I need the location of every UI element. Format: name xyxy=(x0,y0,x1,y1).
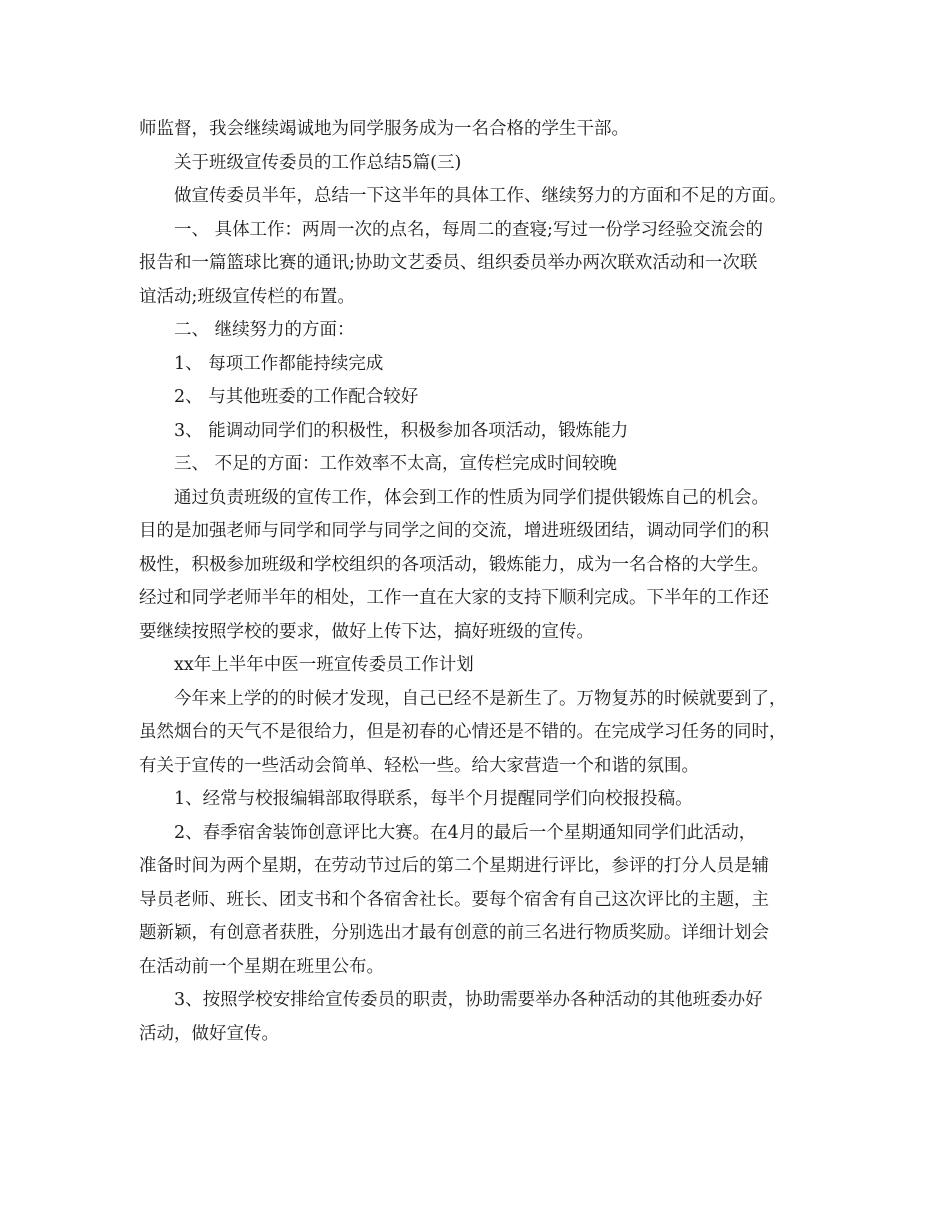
text-line: 活动，做好宣传。 xyxy=(139,1023,279,1044)
text-line: 今年来上学的的时候才发现，自己已经不是新生了。万物复苏的时候就要到了， xyxy=(174,688,787,709)
text-line: 在活动前一个星期在班里公布。 xyxy=(139,956,384,977)
text-line: 导员老师、班长、团支书和个各宿舍社长。要每个宿舍有自己这次评比的主题，主 xyxy=(139,889,769,910)
text-line: 准备时间为两个星期，在劳动节过后的第二个星期进行评比，参评的打分人员是辅 xyxy=(139,856,769,876)
section-title: xx年上半年中医一班宣传委员工作计划 xyxy=(174,655,474,675)
list-item: 2、春季宿舍装饰创意评比大赛。在4月的最后一个星期通知同学们此活动， xyxy=(174,822,757,843)
text-line: 做宣传委员半年，总结一下这半年的具体工作、继续努力的方面和不足的方面。 xyxy=(174,186,787,206)
list-item: 3、 能调动同学们的积极性，积极参加各项活动，锻炼能力 xyxy=(174,420,629,441)
text-line: 一、 具体工作：两周一次的点名，每周二的查寝;写过一份学习经验交流会的 xyxy=(174,219,763,240)
text-line: 通过负责班级的宣传工作，体会到工作的性质为同学们提供锻炼自己的机会。 xyxy=(174,487,769,508)
text-line: 目的是加强老师与同学和同学与同学之间的交流，增进班级团结，调动同学们的积 xyxy=(139,521,769,541)
text-line: 要继续按照学校的要求，做好上传下达，搞好班级的宣传。 xyxy=(139,621,594,642)
text-line: 有关于宣传的一些活动会简单、轻松一些。给大家营造一个和谐的氛围。 xyxy=(139,755,699,776)
text-line: 极性，积极参加班级和学校组织的各项活动，锻炼能力，成为一名合格的大学生。 xyxy=(139,554,769,575)
text-line: 师监督，我会继续竭诚地为同学服务成为一名合格的学生干部。 xyxy=(139,119,629,139)
list-item: 2、 与其他班委的工作配合较好 xyxy=(174,387,419,407)
text-line: 谊活动;班级宣传栏的布置。 xyxy=(139,286,355,307)
text-line: 虽然烟台的天气不是很给力，但是初春的心情还是不错的。在完成学习任务的同时， xyxy=(139,722,787,742)
list-item: 1、经常与校报编辑部取得联系，每半个月提醒同学们向校报投稿。 xyxy=(174,789,693,809)
text-line: 题新颖，有创意者获胜，分别选出才最有创意的前三名进行物质奖励。详细计划会 xyxy=(139,923,769,943)
document-body xyxy=(139,113,819,1051)
text-line: 三、 不足的方面：工作效率不太高，宣传栏完成时间较晚 xyxy=(174,454,618,474)
list-item: 1、 每项工作都能持续完成 xyxy=(174,353,384,374)
text-line: 报告和一篇篮球比赛的通讯;协助文艺委员、组织委员举办两次联欢活动和一次联 xyxy=(139,253,758,273)
text-line: 经过和同学老师半年的相处，工作一直在大家的支持下顺利完成。下半年的工作还 xyxy=(139,588,769,608)
section-title: 关于班级宣传委员的工作总结5篇(三) xyxy=(174,152,462,173)
text-line: 二、 继续努力的方面： xyxy=(174,320,355,340)
list-item: 3、按照学校安排给宣传委员的职责，协助需要举办各种活动的其他班委办好 xyxy=(174,990,763,1010)
